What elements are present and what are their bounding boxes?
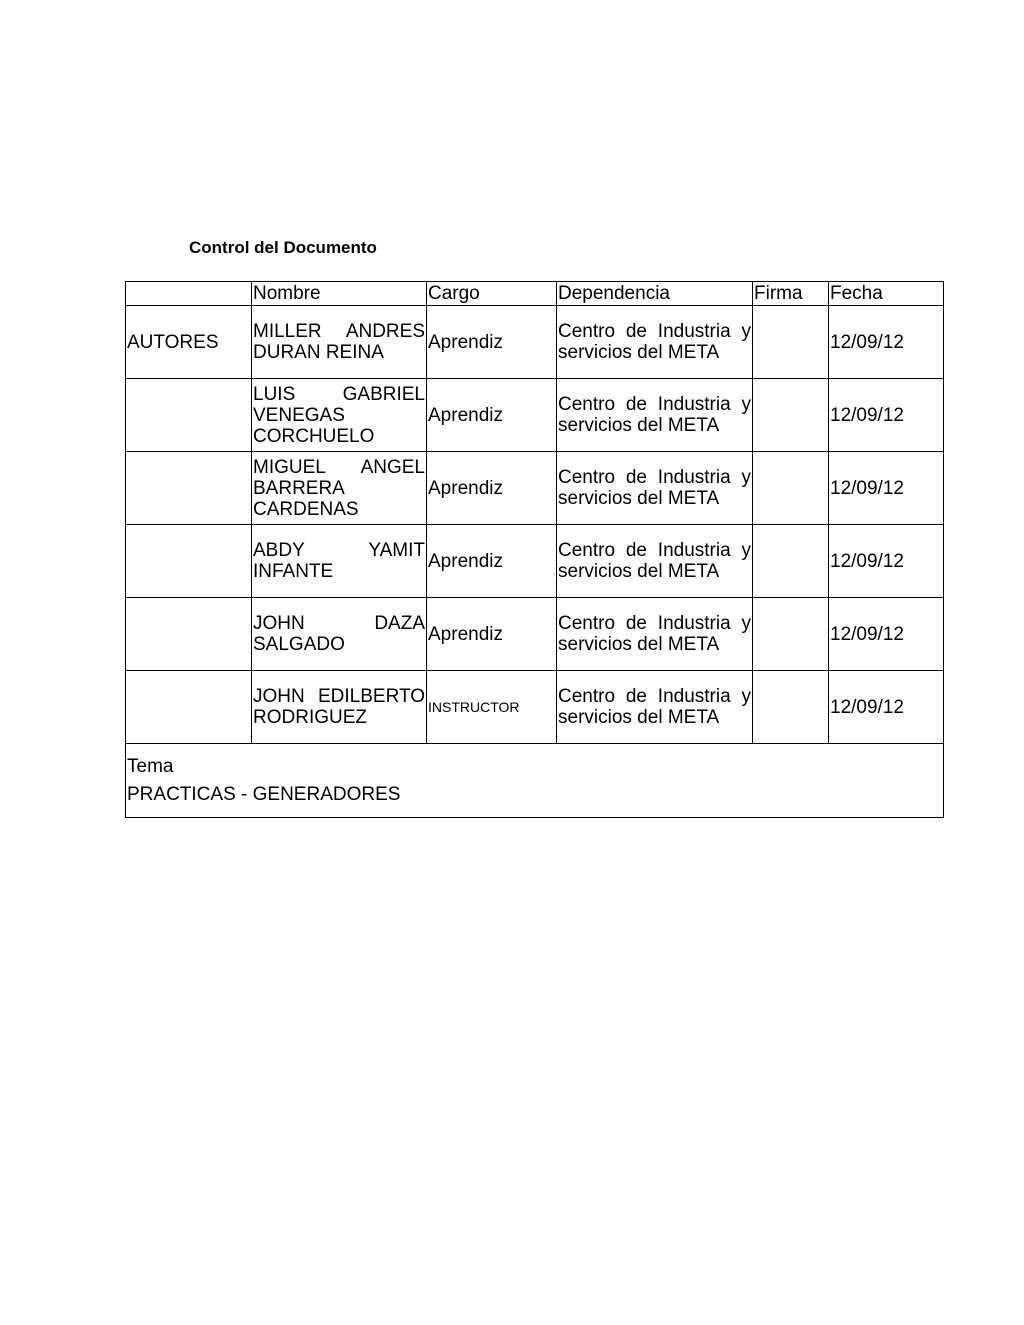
header-empty bbox=[126, 282, 252, 306]
table-row bbox=[126, 379, 944, 452]
cargo-cell: Aprendiz bbox=[427, 452, 557, 525]
section-cell: AUTORES bbox=[126, 306, 252, 379]
cargo-cell: Aprendiz bbox=[427, 525, 557, 598]
fecha-cell: 12/09/12 bbox=[829, 525, 944, 598]
section-cell bbox=[126, 671, 252, 744]
tema-label: Tema bbox=[127, 755, 174, 777]
cargo-cell: Aprendiz bbox=[427, 306, 557, 379]
nombre-cell: JOHN DAZA SALGADO bbox=[252, 598, 427, 671]
header-dependencia: Dependencia bbox=[557, 282, 753, 306]
table-row bbox=[126, 525, 944, 598]
fecha-cell: 12/09/12 bbox=[829, 379, 944, 452]
dependencia-cell: Centro de Industria y servicios del META bbox=[557, 525, 753, 598]
table-row bbox=[126, 598, 944, 671]
header-fecha: Fecha bbox=[829, 282, 944, 306]
firma-cell bbox=[753, 671, 829, 744]
dependencia-cell: Centro de Industria y servicios del META bbox=[557, 598, 753, 671]
firma-cell bbox=[753, 379, 829, 452]
dependencia-cell: Centro de Industria y servicios del META bbox=[557, 379, 753, 452]
fecha-cell: 12/09/12 bbox=[829, 598, 944, 671]
firma-cell bbox=[753, 306, 829, 379]
header-cargo: Cargo bbox=[427, 282, 557, 306]
section-cell bbox=[126, 379, 252, 452]
tema-cell bbox=[126, 744, 944, 818]
firma-cell bbox=[753, 598, 829, 671]
dependencia-cell: Centro de Industria y servicios del META bbox=[557, 671, 753, 744]
header-nombre: Nombre bbox=[252, 282, 427, 306]
nombre-cell: MILLER ANDRES DURAN REINA bbox=[252, 306, 427, 379]
table-row bbox=[126, 306, 944, 379]
fecha-cell: 12/09/12 bbox=[829, 306, 944, 379]
dependencia-cell: Centro de Industria y servicios del META bbox=[557, 452, 753, 525]
firma-cell bbox=[753, 452, 829, 525]
nombre-cell: LUIS GABRIEL VENEGAS CORCHUELO bbox=[252, 379, 427, 452]
cargo-cell: INSTRUCTOR bbox=[427, 671, 557, 744]
cargo-cell: Aprendiz bbox=[427, 598, 557, 671]
nombre-cell: MIGUEL ANGEL BARRERA CARDENAS bbox=[252, 452, 427, 525]
section-cell bbox=[126, 598, 252, 671]
table-row bbox=[126, 452, 944, 525]
document-title: Control del Documento bbox=[189, 238, 377, 257]
section-cell bbox=[126, 525, 252, 598]
control-table bbox=[125, 281, 944, 818]
header-firma: Firma bbox=[753, 282, 829, 306]
nombre-cell: ABDY YAMIT INFANTE bbox=[252, 525, 427, 598]
fecha-cell: 12/09/12 bbox=[829, 671, 944, 744]
cargo-cell: Aprendiz bbox=[427, 379, 557, 452]
fecha-cell: 12/09/12 bbox=[829, 452, 944, 525]
tema-value: PRACTICAS - GENERADORES bbox=[127, 783, 401, 805]
header-row bbox=[126, 282, 944, 306]
firma-cell bbox=[753, 525, 829, 598]
section-cell bbox=[126, 452, 252, 525]
table-row bbox=[126, 671, 944, 744]
tema-row bbox=[126, 744, 944, 818]
nombre-cell: JOHN EDILBERTO RODRIGUEZ bbox=[252, 671, 427, 744]
dependencia-cell: Centro de Industria y servicios del META bbox=[557, 306, 753, 379]
